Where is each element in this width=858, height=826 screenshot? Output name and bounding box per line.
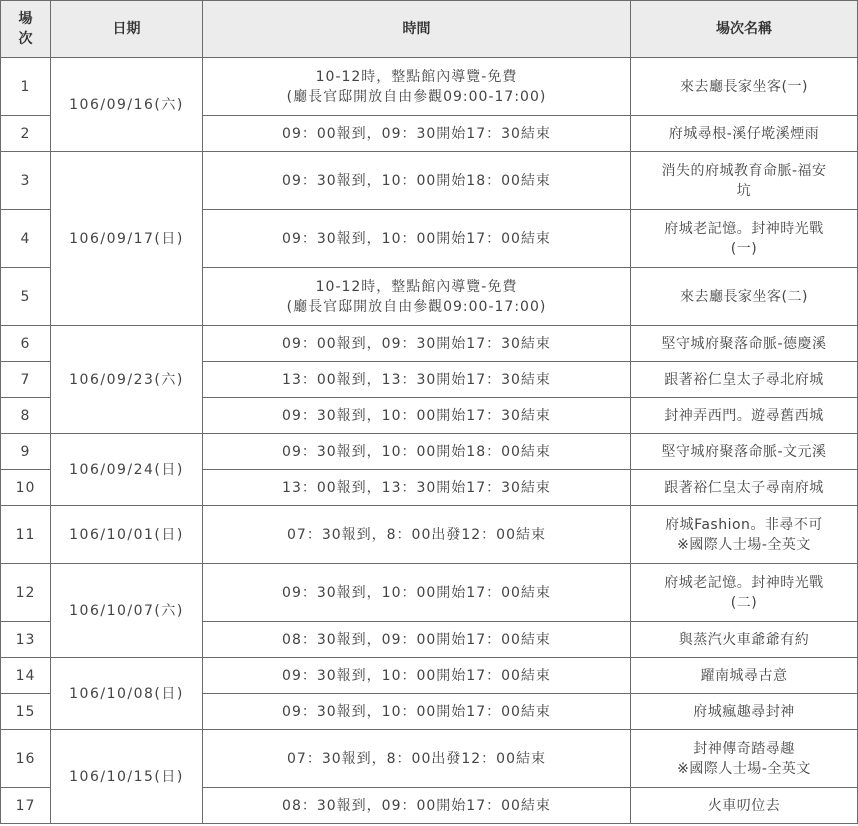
session-number: 6 [1,326,51,362]
session-name [631,694,858,730]
time-line: (廳長官邸開放自由參觀09:00-17:00) [286,88,547,105]
session-name [631,210,858,268]
table-row [1,564,858,622]
session-number: 2 [1,116,51,152]
session-number: 13 [1,622,51,658]
session-name [631,398,858,434]
time-cell [203,362,631,398]
session-name-line: 躍南城尋古意 [700,667,788,684]
header-session [1,1,51,58]
session-name-line: (二) [730,594,758,611]
time-line: 09：30報到，10：00開始18：00結束 [282,172,551,189]
session-name-line: 來去廳長家坐客(二) [680,288,808,305]
session-name-line: 跟著裕仁皇太子尋北府城 [664,371,824,388]
time-line: 09：30報到，10：00開始17：00結束 [282,230,551,247]
session-name-line: 封神弄西門。遊尋舊西城 [664,407,824,424]
table-row [1,152,858,210]
time-cell [203,564,631,622]
time-cell [203,506,631,564]
time-cell [203,116,631,152]
date-cell: 106/10/15(日) [51,730,203,824]
session-number: 9 [1,434,51,470]
session-number: 17 [1,788,51,824]
header-session-line1: 場 [18,11,33,27]
date-cell: 106/10/07(六) [51,564,203,658]
time-cell [203,470,631,506]
time-cell [203,58,631,116]
header-row [1,1,858,58]
session-name-line: 堅守城府聚落命脈-文元溪 [661,443,827,460]
session-name [631,470,858,506]
session-name [631,564,858,622]
session-name-line: ※國際人士場-全英文 [677,760,811,777]
session-name-line: 堅守城府聚落命脈-德慶溪 [661,335,827,352]
date-cell: 106/09/23(六) [51,326,203,434]
time-cell [203,622,631,658]
session-name-line: 封神傳奇踏尋趣 [693,740,795,757]
time-cell [203,788,631,824]
date-cell: 106/10/08(日) [51,658,203,730]
session-name-line: 火車叨位去 [707,797,781,814]
time-cell [203,694,631,730]
session-name-line: 府城尋根-溪仔墘溪煙雨 [668,125,820,142]
table-row [1,730,858,788]
time-cell [203,730,631,788]
session-name-line: (一) [730,240,758,257]
time-line: 07：30報到，8：00出發12：00結束 [287,750,546,767]
session-number: 4 [1,210,51,268]
session-name [631,434,858,470]
session-name-line: 府城瘋趣尋封神 [693,703,795,720]
time-cell [203,658,631,694]
time-line: 09：30報到，10：00開始17：00結束 [282,667,551,684]
header-date: 日期 [51,1,203,58]
time-line: 07：30報到，8：00出發12：00結束 [287,526,546,543]
time-line: 09：00報到，09：30開始17：30結束 [282,335,551,352]
table-row [1,434,858,470]
session-name-line: 來去廳長家坐客(一) [680,78,808,95]
header-session-line2: 次 [18,31,33,47]
time-line: 08：30報到，09：00開始17：00結束 [282,631,551,648]
time-line: 13：00報到，13：30開始17：30結束 [282,371,551,388]
session-number: 11 [1,506,51,564]
time-line: 09：30報到，10：00開始18：00結束 [282,443,551,460]
session-name [631,152,858,210]
session-number: 10 [1,470,51,506]
session-name-line: ※國際人士場-全英文 [677,536,811,553]
time-line: 09：30報到，10：00開始17：30結束 [282,407,551,424]
time-line: 10-12時，整點館內導覽-免費 [315,278,518,295]
table-row [1,506,858,564]
session-name-line: 消失的府城教育命脈-福安 [661,162,827,179]
time-line: 09：00報到，09：30開始17：30結束 [282,125,551,142]
time-line: 08：30報到，09：00開始17：00結束 [282,797,551,814]
time-cell [203,326,631,362]
session-number: 3 [1,152,51,210]
time-line: 10-12時，整點館內導覽-免費 [315,68,518,85]
session-name-line: 府城老記憶。封神時光戰 [664,574,824,591]
time-line: (廳長官邸開放自由參觀09:00-17:00) [286,298,547,315]
session-number: 14 [1,658,51,694]
session-number: 12 [1,564,51,622]
time-cell [203,398,631,434]
date-cell: 106/09/16(六) [51,58,203,152]
time-line: 09：30報到，10：00開始17：00結束 [282,584,551,601]
session-name [631,362,858,398]
header-name: 場次名稱 [631,1,858,58]
date-cell: 106/09/24(日) [51,434,203,506]
table-row [1,58,858,116]
table-row [1,326,858,362]
session-name [631,268,858,326]
header-time: 時間 [203,1,631,58]
session-number: 7 [1,362,51,398]
session-name-line: 府城Fashion。非尋不可 [665,516,823,533]
session-name [631,788,858,824]
session-name [631,506,858,564]
session-number: 8 [1,398,51,434]
time-line: 13：00報到，13：30開始17：30結束 [282,479,551,496]
session-name [631,58,858,116]
session-name-line: 府城老記憶。封神時光戰 [664,220,824,237]
date-cell: 106/10/01(日) [51,506,203,564]
session-number: 16 [1,730,51,788]
session-name-line: 跟著裕仁皇太子尋南府城 [664,479,824,496]
session-name [631,730,858,788]
time-line: 09：30報到，10：00開始17：00結束 [282,703,551,720]
time-cell [203,210,631,268]
table-row [1,658,858,694]
session-name-line: 坑 [736,182,752,199]
session-name [631,116,858,152]
time-cell [203,268,631,326]
session-name [631,622,858,658]
session-name-line: 與蒸汽火車爺爺有約 [678,631,810,648]
session-name [631,326,858,362]
session-number: 15 [1,694,51,730]
session-number: 1 [1,58,51,116]
date-cell: 106/09/17(日) [51,152,203,326]
session-name [631,658,858,694]
session-number: 5 [1,268,51,326]
time-cell [203,434,631,470]
time-cell [203,152,631,210]
